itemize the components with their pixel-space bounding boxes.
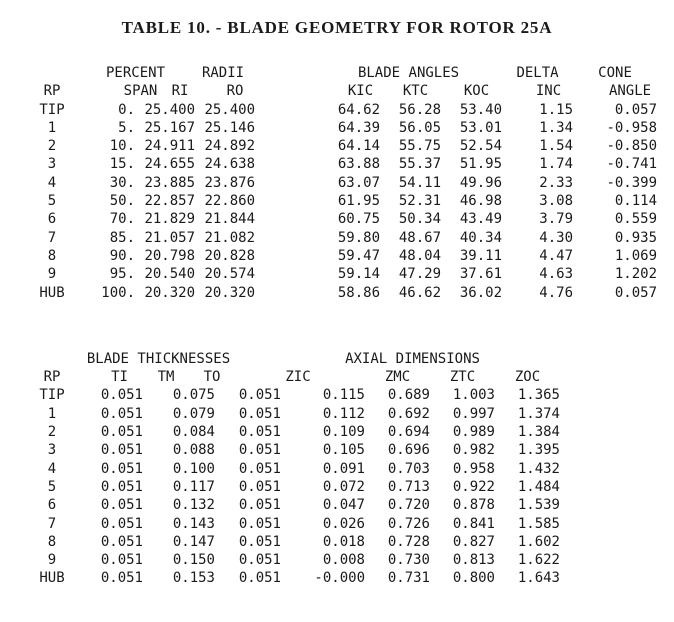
value-cell: 52.54 xyxy=(459,138,503,155)
col-header-zmc: ZMC xyxy=(384,369,411,386)
value-cell: 59.47 xyxy=(337,247,381,264)
value-cell: 2.33 xyxy=(539,174,574,191)
col-header-ktc: KTC xyxy=(402,83,429,100)
value-cell: 1.365 xyxy=(517,387,560,404)
value-cell: 0.026 xyxy=(322,515,365,532)
value-cell: 63.07 xyxy=(337,174,381,191)
value-cell: 36.02 xyxy=(459,284,503,301)
value-cell: 1.202 xyxy=(614,266,658,283)
table-row xyxy=(28,569,560,587)
value-cell: 24.655 xyxy=(144,156,196,173)
value-cell: 50.34 xyxy=(398,211,442,228)
col-header-ri: RI xyxy=(171,83,189,100)
value-cell: 0.051 xyxy=(100,460,143,477)
value-cell: 0.051 xyxy=(238,460,281,477)
table-row xyxy=(28,101,657,119)
value-cell: 58.86 xyxy=(337,284,381,301)
value-cell: 0.051 xyxy=(100,442,143,459)
value-cell: 1.74 xyxy=(539,156,574,173)
table-row xyxy=(28,441,560,459)
value-cell: 0.841 xyxy=(452,515,495,532)
group-header-axial-dimensions: AXIAL DIMENSIONS xyxy=(345,350,480,367)
blade-geometry-table-body xyxy=(28,101,657,302)
value-cell: 47.29 xyxy=(398,266,442,283)
rp-cell: HUB xyxy=(39,570,65,587)
value-cell: 64.14 xyxy=(337,138,381,155)
value-cell: 0.878 xyxy=(452,497,495,514)
col-header-koc: KOC xyxy=(463,83,490,100)
value-cell: 0.694 xyxy=(387,424,430,441)
col-header-ti: TI xyxy=(111,369,128,386)
value-cell: 30. xyxy=(109,174,136,191)
value-cell: 0.051 xyxy=(238,570,281,587)
value-cell: 21.057 xyxy=(144,229,196,246)
value-cell: 0.109 xyxy=(322,424,365,441)
value-cell: 59.80 xyxy=(337,229,381,246)
value-cell: 0.051 xyxy=(100,478,143,495)
value-cell: 64.39 xyxy=(337,119,381,136)
table-row xyxy=(28,155,657,173)
value-cell: 0.997 xyxy=(452,405,495,422)
value-cell: 0.051 xyxy=(100,424,143,441)
value-cell: 0.008 xyxy=(322,552,365,569)
rp-cell: 9 xyxy=(47,266,57,283)
value-cell: 0.147 xyxy=(172,533,215,550)
value-cell: 64.62 xyxy=(337,101,381,118)
value-cell: 1.34 xyxy=(539,119,574,136)
rp-cell: 2 xyxy=(47,424,57,441)
value-cell: 21.082 xyxy=(204,229,256,246)
rp-cell: 1 xyxy=(47,119,57,136)
value-cell: 1.395 xyxy=(517,442,560,459)
value-cell: 1.54 xyxy=(539,138,574,155)
table-row xyxy=(28,284,657,302)
table-row xyxy=(28,478,560,496)
col-header-rp: RP xyxy=(43,369,61,386)
value-cell: 1.15 xyxy=(539,101,574,118)
rp-cell: 9 xyxy=(47,552,57,569)
value-cell: 56.05 xyxy=(398,119,442,136)
table-row xyxy=(28,137,657,155)
thickness-axial-table xyxy=(28,350,560,588)
value-cell: 0.922 xyxy=(452,478,495,495)
table-row xyxy=(28,460,560,478)
value-cell: 39.11 xyxy=(459,247,503,264)
table-row xyxy=(28,551,560,569)
value-cell: 1.622 xyxy=(517,552,560,569)
value-cell: 0.091 xyxy=(322,460,365,477)
value-cell: 0.051 xyxy=(238,497,281,514)
table-row xyxy=(28,192,657,210)
rp-cell: 4 xyxy=(47,174,57,191)
value-cell: 0.114 xyxy=(614,193,658,210)
value-cell: 1.432 xyxy=(517,460,560,477)
value-cell: 60.75 xyxy=(337,211,381,228)
value-cell: 1.484 xyxy=(517,478,560,495)
value-cell: 4.30 xyxy=(539,229,574,246)
value-cell: 0.057 xyxy=(614,284,658,301)
value-cell: 70. xyxy=(109,211,136,228)
value-cell: 0.072 xyxy=(322,478,365,495)
value-cell: 0.051 xyxy=(100,570,143,587)
column-header-row xyxy=(28,82,657,100)
value-cell: 55.75 xyxy=(398,138,442,155)
col-header-ztc: ZTC xyxy=(449,369,476,386)
value-cell: 37.61 xyxy=(459,266,503,283)
rp-cell: 3 xyxy=(47,442,57,459)
rp-cell: 5 xyxy=(47,478,57,495)
value-cell: 0.051 xyxy=(238,424,281,441)
table-row xyxy=(28,119,657,137)
value-cell: 0.057 xyxy=(614,101,658,118)
value-cell: 0.813 xyxy=(452,552,495,569)
value-cell: 0.112 xyxy=(322,405,365,422)
value-cell: 63.88 xyxy=(337,156,381,173)
group-header-row xyxy=(28,64,657,82)
table-row xyxy=(28,405,560,423)
value-cell: 0.047 xyxy=(322,497,365,514)
value-cell: 0.051 xyxy=(238,533,281,550)
value-cell: 0.088 xyxy=(172,442,215,459)
group-header-spacer xyxy=(28,64,76,82)
value-cell: 46.98 xyxy=(459,193,503,210)
col-header-to: TO xyxy=(203,369,221,386)
value-cell: 59.14 xyxy=(337,266,381,283)
table-row xyxy=(28,533,560,551)
value-cell: 52.31 xyxy=(398,193,442,210)
table-row xyxy=(28,174,657,192)
value-cell: 0.051 xyxy=(238,552,281,569)
value-cell: 43.49 xyxy=(459,211,503,228)
value-cell: 0.051 xyxy=(238,515,281,532)
value-cell: 25.400 xyxy=(144,101,196,118)
value-cell: 0.079 xyxy=(172,405,215,422)
value-cell: 0.153 xyxy=(172,570,215,587)
value-cell: 1.384 xyxy=(517,424,560,441)
value-cell: 0.728 xyxy=(387,533,430,550)
value-cell: 48.04 xyxy=(398,247,442,264)
value-cell: 0.800 xyxy=(452,570,495,587)
value-cell: 0.115 xyxy=(322,387,365,404)
value-cell: 22.857 xyxy=(144,193,196,210)
col-header-rp: RP xyxy=(43,83,61,100)
value-cell: 0.935 xyxy=(614,229,658,246)
group-header-delta: DELTA xyxy=(516,65,559,81)
value-cell: 85. xyxy=(109,229,136,246)
value-cell: -0.741 xyxy=(606,156,658,173)
value-cell: 51.95 xyxy=(459,156,503,173)
rp-cell: 6 xyxy=(47,497,57,514)
value-cell: 48.67 xyxy=(398,229,442,246)
rp-cell: 4 xyxy=(47,460,57,477)
table-title: TABLE 10. - BLADE GEOMETRY FOR ROTOR 25A xyxy=(121,18,553,37)
value-cell: 15. xyxy=(109,156,136,173)
value-cell: 0.689 xyxy=(387,387,430,404)
value-cell: 0.117 xyxy=(172,478,215,495)
value-cell: 0.100 xyxy=(172,460,215,477)
value-cell: 4.63 xyxy=(539,266,574,283)
value-cell: 1.539 xyxy=(517,497,560,514)
value-cell: 0.730 xyxy=(387,552,430,569)
value-cell: 22.860 xyxy=(204,193,256,210)
value-cell: 20.828 xyxy=(204,247,256,264)
value-cell: 0.051 xyxy=(238,478,281,495)
value-cell: 55.37 xyxy=(398,156,442,173)
value-cell: 20.320 xyxy=(204,284,256,301)
table-row xyxy=(28,229,657,247)
value-cell: -0.850 xyxy=(606,138,658,155)
value-cell: 49.96 xyxy=(459,174,503,191)
value-cell: 0.132 xyxy=(172,497,215,514)
group-header-percent: PERCENT xyxy=(106,65,166,81)
rp-cell: 8 xyxy=(47,533,57,550)
table-row xyxy=(28,210,657,228)
table-row xyxy=(28,386,560,404)
value-cell: 0.726 xyxy=(387,515,430,532)
value-cell: 3.79 xyxy=(539,211,574,228)
col-header-ro: RO xyxy=(226,83,244,100)
value-cell: 0.051 xyxy=(100,405,143,422)
value-cell: 25.167 xyxy=(144,119,196,136)
value-cell: -0.958 xyxy=(606,119,658,136)
value-cell: 0.051 xyxy=(238,387,281,404)
value-cell: 40.34 xyxy=(459,229,503,246)
value-cell: 24.892 xyxy=(204,138,256,155)
value-cell: -0.399 xyxy=(606,174,658,191)
value-cell: 0.051 xyxy=(238,442,281,459)
rp-cell: HUB xyxy=(39,284,65,301)
value-cell: 20.574 xyxy=(204,266,256,283)
value-cell: 3.08 xyxy=(539,193,574,210)
value-cell: 0.989 xyxy=(452,424,495,441)
value-cell: 20.320 xyxy=(144,284,196,301)
value-cell: 0.958 xyxy=(452,460,495,477)
value-cell: 100. xyxy=(101,284,136,301)
value-cell: 5. xyxy=(118,119,136,136)
value-cell: 0.696 xyxy=(387,442,430,459)
table-row xyxy=(28,515,560,533)
value-cell: 46.62 xyxy=(398,284,442,301)
value-cell: 50. xyxy=(109,193,136,210)
value-cell: 1.602 xyxy=(517,533,560,550)
rp-cell: 3 xyxy=(47,156,57,173)
value-cell: 1.069 xyxy=(614,247,658,264)
value-cell: 0.051 xyxy=(238,405,281,422)
value-cell: 0.051 xyxy=(100,533,143,550)
group-header-blade-angles: BLADE ANGLES xyxy=(357,65,460,81)
value-cell: 54.11 xyxy=(398,174,442,191)
group-header-row xyxy=(28,350,560,368)
value-cell: 0.150 xyxy=(172,552,215,569)
value-cell: 0.713 xyxy=(387,478,430,495)
value-cell: 0.827 xyxy=(452,533,495,550)
column-header-row xyxy=(28,368,560,386)
value-cell: 24.638 xyxy=(204,156,256,173)
value-cell: 0.105 xyxy=(322,442,365,459)
col-header-kic: KIC xyxy=(347,83,374,100)
value-cell: 10. xyxy=(109,138,136,155)
blade-geometry-table xyxy=(28,64,657,302)
col-header-span: SPAN xyxy=(123,83,158,100)
value-cell: 25.146 xyxy=(204,119,256,136)
value-cell: 0.075 xyxy=(172,387,215,404)
table-row xyxy=(28,247,657,265)
rp-cell: TIP xyxy=(39,101,65,118)
value-cell: 1.003 xyxy=(452,387,495,404)
group-header-blade-thicknesses: BLADE THICKNESSES xyxy=(86,350,231,367)
value-cell: 0.018 xyxy=(322,533,365,550)
value-cell: 0.051 xyxy=(100,515,143,532)
value-cell: 61.95 xyxy=(337,193,381,210)
value-cell: 0.143 xyxy=(172,515,215,532)
rp-cell: 5 xyxy=(47,193,57,210)
value-cell: 1.643 xyxy=(517,570,560,587)
value-cell: 0.084 xyxy=(172,424,215,441)
value-cell: 23.885 xyxy=(144,174,196,191)
value-cell: 4.47 xyxy=(539,247,574,264)
value-cell: 0.703 xyxy=(387,460,430,477)
rp-cell: 1 xyxy=(47,405,57,422)
value-cell: 24.911 xyxy=(144,138,196,155)
value-cell: 1.374 xyxy=(517,405,560,422)
table-row xyxy=(28,265,657,283)
rp-cell: 7 xyxy=(47,229,57,246)
value-cell: 23.876 xyxy=(204,174,256,191)
value-cell: 20.540 xyxy=(144,266,196,283)
value-cell: 0.051 xyxy=(100,387,143,404)
rp-cell: TIP xyxy=(39,387,65,404)
col-header-zic: ZIC xyxy=(285,369,311,386)
value-cell: 0. xyxy=(118,101,136,118)
table-row xyxy=(28,496,560,514)
value-cell: 0.051 xyxy=(100,552,143,569)
table-row xyxy=(28,423,560,441)
value-cell: 0.051 xyxy=(100,497,143,514)
group-header-radii: RADII xyxy=(201,65,245,81)
value-cell: 21.829 xyxy=(144,211,196,228)
col-header-angle: ANGLE xyxy=(608,83,652,100)
col-header-inc: INC xyxy=(535,83,562,100)
value-cell: 0.559 xyxy=(614,211,658,228)
value-cell: 56.28 xyxy=(398,101,442,118)
value-cell: 0.720 xyxy=(387,497,430,514)
value-cell: 0.982 xyxy=(452,442,495,459)
col-header-zoc: ZOC xyxy=(514,369,541,386)
value-cell: 4.76 xyxy=(539,284,574,301)
rp-cell: 6 xyxy=(47,211,57,228)
value-cell: 20.798 xyxy=(144,247,196,264)
value-cell: 53.40 xyxy=(459,101,503,118)
rp-cell: 7 xyxy=(47,515,57,532)
rp-cell: 2 xyxy=(47,138,57,155)
rp-cell: 8 xyxy=(47,247,57,264)
col-header-tm: TM xyxy=(157,369,175,386)
thickness-axial-table-body xyxy=(28,386,560,587)
value-cell: 95. xyxy=(109,266,136,283)
value-cell: 21.844 xyxy=(204,211,256,228)
value-cell: 1.585 xyxy=(517,515,560,532)
value-cell: 53.01 xyxy=(459,119,503,136)
value-cell: -0.000 xyxy=(314,570,365,587)
value-cell: 0.692 xyxy=(387,405,430,422)
value-cell: 0.731 xyxy=(387,570,430,587)
value-cell: 90. xyxy=(109,247,136,264)
group-header-cone: CONE xyxy=(598,65,632,81)
value-cell: 25.400 xyxy=(204,101,256,118)
